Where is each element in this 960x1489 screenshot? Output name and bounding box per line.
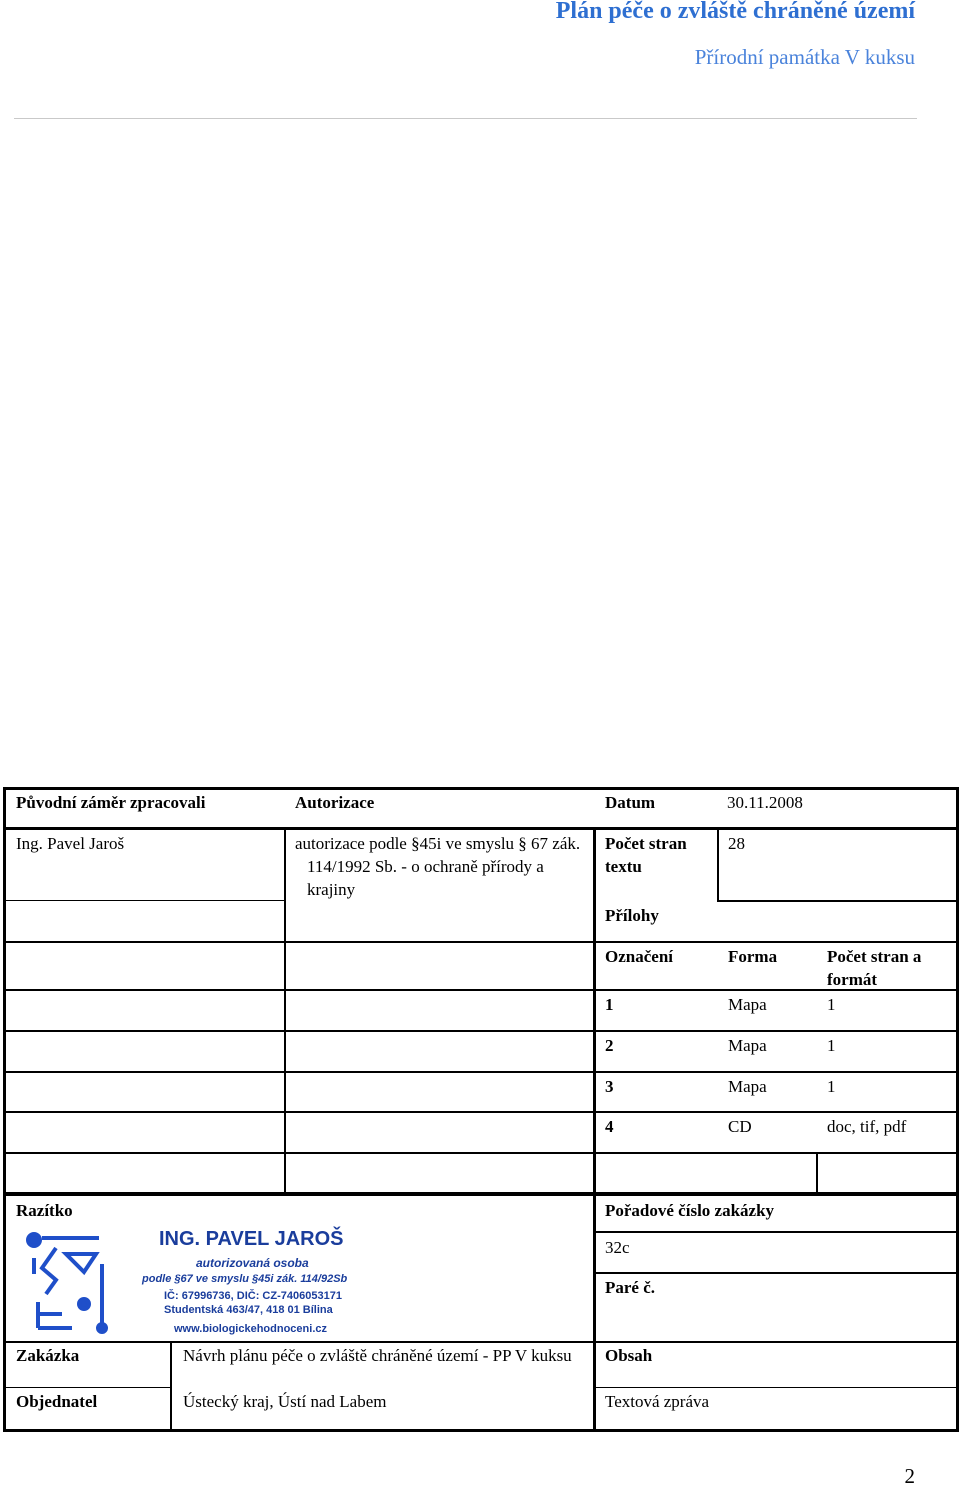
attachments-col-id: Označení — [605, 947, 673, 966]
attachment-form: CD — [728, 1117, 752, 1136]
content-value: Textová zpráva — [605, 1392, 710, 1411]
copy-number-label: Paré č. — [605, 1278, 656, 1297]
contract-label: Zakázka — [16, 1346, 80, 1365]
attachment-form: Mapa — [728, 995, 767, 1014]
cell-authorization-text — [295, 832, 585, 901]
attachment-id: 2 — [605, 1036, 614, 1055]
authorization-stamp — [14, 1218, 399, 1342]
attachment-id: 4 — [605, 1117, 614, 1136]
attachment-form: Mapa — [728, 1077, 767, 1096]
stamp-line5: www.biologickehodnoceni.cz — [174, 1323, 327, 1335]
page-number: 2 — [904, 1464, 915, 1488]
attachments-col-count — [827, 945, 952, 991]
cell-author-name: Ing. Pavel Jaroš — [16, 834, 125, 853]
cell-date-value: 30.11.2008 — [727, 793, 803, 812]
client-label: Objednatel — [16, 1392, 98, 1411]
attachment-id: 3 — [605, 1077, 614, 1096]
document-subtitle: Přírodní památka V kuksu — [694, 45, 915, 69]
cell-pages-label: Počet stran textu — [605, 834, 687, 876]
stamp-line1: autorizovaná osoba — [196, 1256, 309, 1270]
order-number-label: Pořadové číslo zakázky — [605, 1201, 775, 1220]
cell-authorization-label: Autorizace — [295, 793, 375, 812]
order-number-value: 32c — [605, 1238, 630, 1257]
cell-attachments-label: Přílohy — [605, 906, 659, 925]
attachment-form: Mapa — [728, 1036, 767, 1055]
attachments-col-count-text: Počet stran a formát — [827, 947, 922, 989]
contract-value: Návrh plánu péče o zvláště chráněné území - PP V kuksu — [183, 1346, 572, 1365]
document-title: Plán péče o zvláště chráněné území — [555, 0, 915, 24]
cell-pages-value: 28 — [728, 834, 745, 853]
authorization-text: autorizace podle §45i ve smyslu § 67 zák. 114/1992 Sb. - o ochraně přírody a krajiny — [295, 834, 581, 899]
cell-original-authors-label: Původní záměr zpracovali — [16, 793, 206, 812]
attachments-col-form: Forma — [728, 947, 778, 966]
attachment-id: 1 — [605, 995, 614, 1014]
stamp-line3: IČ: 67996736, DIČ: CZ-7406053171 — [164, 1290, 342, 1302]
client-value: Ústecký kraj, Ústí nad Labem — [183, 1392, 387, 1411]
cell-date-label: Datum — [605, 793, 656, 812]
header-divider — [14, 118, 917, 119]
attachment-count: 1 — [827, 995, 836, 1014]
attachment-count: doc, tif, pdf — [827, 1117, 907, 1136]
stamp-name: ING. PAVEL JAROŠ — [159, 1228, 344, 1250]
stamp-line2: podle §67 ve smyslu §45i zák. 114/92Sb — [142, 1273, 348, 1285]
content-label: Obsah — [605, 1346, 653, 1365]
stamp-line4: Studentská 463/47, 418 01 Bílina — [164, 1304, 333, 1316]
stamp-label: Razítko — [16, 1201, 73, 1220]
attachment-count: 1 — [827, 1077, 836, 1096]
attachment-count: 1 — [827, 1036, 836, 1055]
